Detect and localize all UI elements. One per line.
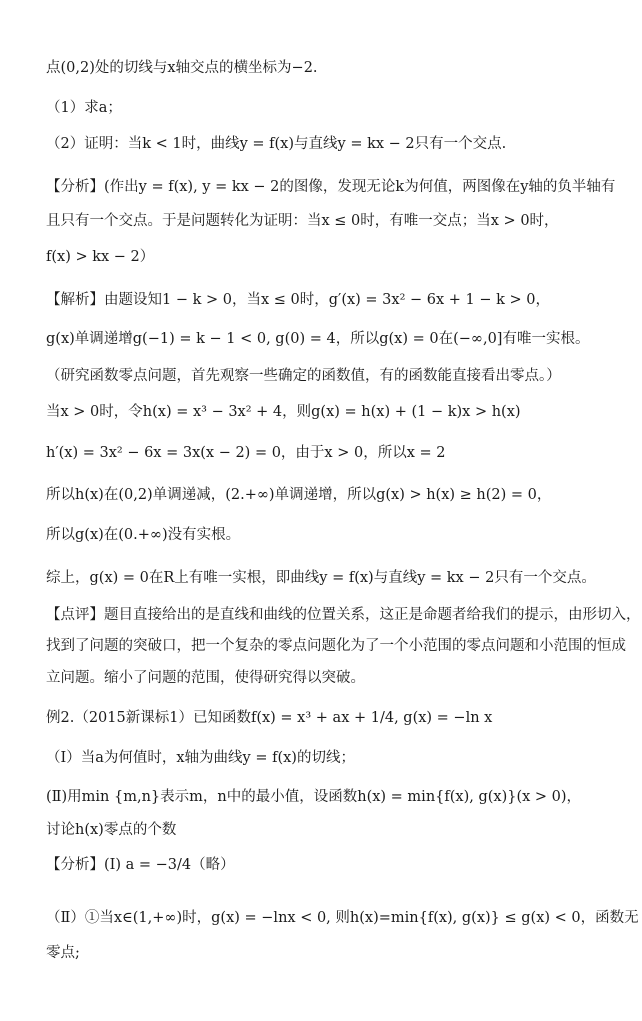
text-line-7: 【解析】由题设知1 − k > 0，当x ≤ 0时，g′(x) = 3x² − 6x + 1 − k > 0，: [46, 292, 551, 308]
text-line-5: 且只有一个交点。于是问题转化为证明：当x ≤ 0时，有唯一交点；当x > 0时，: [46, 213, 559, 229]
text-line-19: （Ⅰ）当a为何值时，x轴为曲线y = f(x)的切线；: [46, 750, 355, 766]
text-line-21: 讨论h(x)零点的个数: [46, 822, 177, 838]
text-line-20: (Ⅱ)用min {m,n}表示m，n中的最小值，设函数h(x) = min{f(x), g(x)}(x > 0)，: [46, 789, 582, 805]
text-line-22: 【分析】(Ⅰ) a = −3/4（略）: [46, 857, 235, 873]
text-line-16: 找到了问题的突破口，把一个复杂的零点问题化为了一个小范围的零点问题和小范围的恒成: [46, 638, 626, 654]
text-line-6: f(x) > kx − 2）: [46, 249, 155, 265]
text-line-1: 点(0,2)处的切线与x轴交点的横坐标为−2.: [46, 60, 318, 76]
text-line-14: 综上，g(x) = 0在R上有唯一实根，即曲线y = f(x)与直线y = kx − 2只有一个交点。: [46, 570, 596, 586]
text-line-24: 零点;: [46, 945, 80, 961]
text-line-17: 立问题。缩小了问题的范围，使得研究得以突破。: [46, 670, 365, 686]
text-line-4: 【分析】(作出y = f(x), y = kx − 2的图像，发现无论k为何值，两图像在y轴的负半轴有: [46, 179, 616, 195]
text-line-8: g(x)单调递增g(−1) = k − 1 < 0, g(0) = 4，所以g(x) = 0在(−∞,0]有唯一实根。: [46, 331, 590, 347]
text-line-2: （1）求a；: [46, 100, 122, 116]
text-line-13: 所以g(x)在(0.+∞)没有实根。: [46, 527, 241, 543]
text-line-18: 例2.（2015新课标1）已知函数f(x) = x³ + ax + 1/4, g(x) = −ln x: [46, 710, 493, 726]
text-line-10: 当x > 0时，令h(x) = x³ − 3x² + 4，则g(x) = h(x) + (1 − k)x > h(x): [46, 404, 521, 420]
text-line-23: （Ⅱ）①当x∈(1,+∞)时，g(x) = −lnx < 0, 则h(x)=min{f(x), g(x)} ≤ g(x) < 0，函数无: [46, 910, 639, 926]
text-line-3: （2）证明：当k < 1时，曲线y = f(x)与直线y = kx − 2只有一个交点.: [46, 136, 507, 152]
text-line-12: 所以h(x)在(0,2)单调递减，(2.+∞)单调递增，所以g(x) > h(x) ≥ h(2) = 0，: [46, 487, 552, 503]
text-line-11: h′(x) = 3x² − 6x = 3x(x − 2) = 0，由于x > 0，所以x = 2: [46, 445, 446, 461]
text-line-15: 【点评】题目直接给出的是直线和曲线的位置关系，这正是命题者给我们的提示，由形切入，: [46, 607, 641, 623]
text-line-9: （研究函数零点问题，首先观察一些确定的函数值，有的函数能直接看出零点。）: [46, 368, 561, 384]
